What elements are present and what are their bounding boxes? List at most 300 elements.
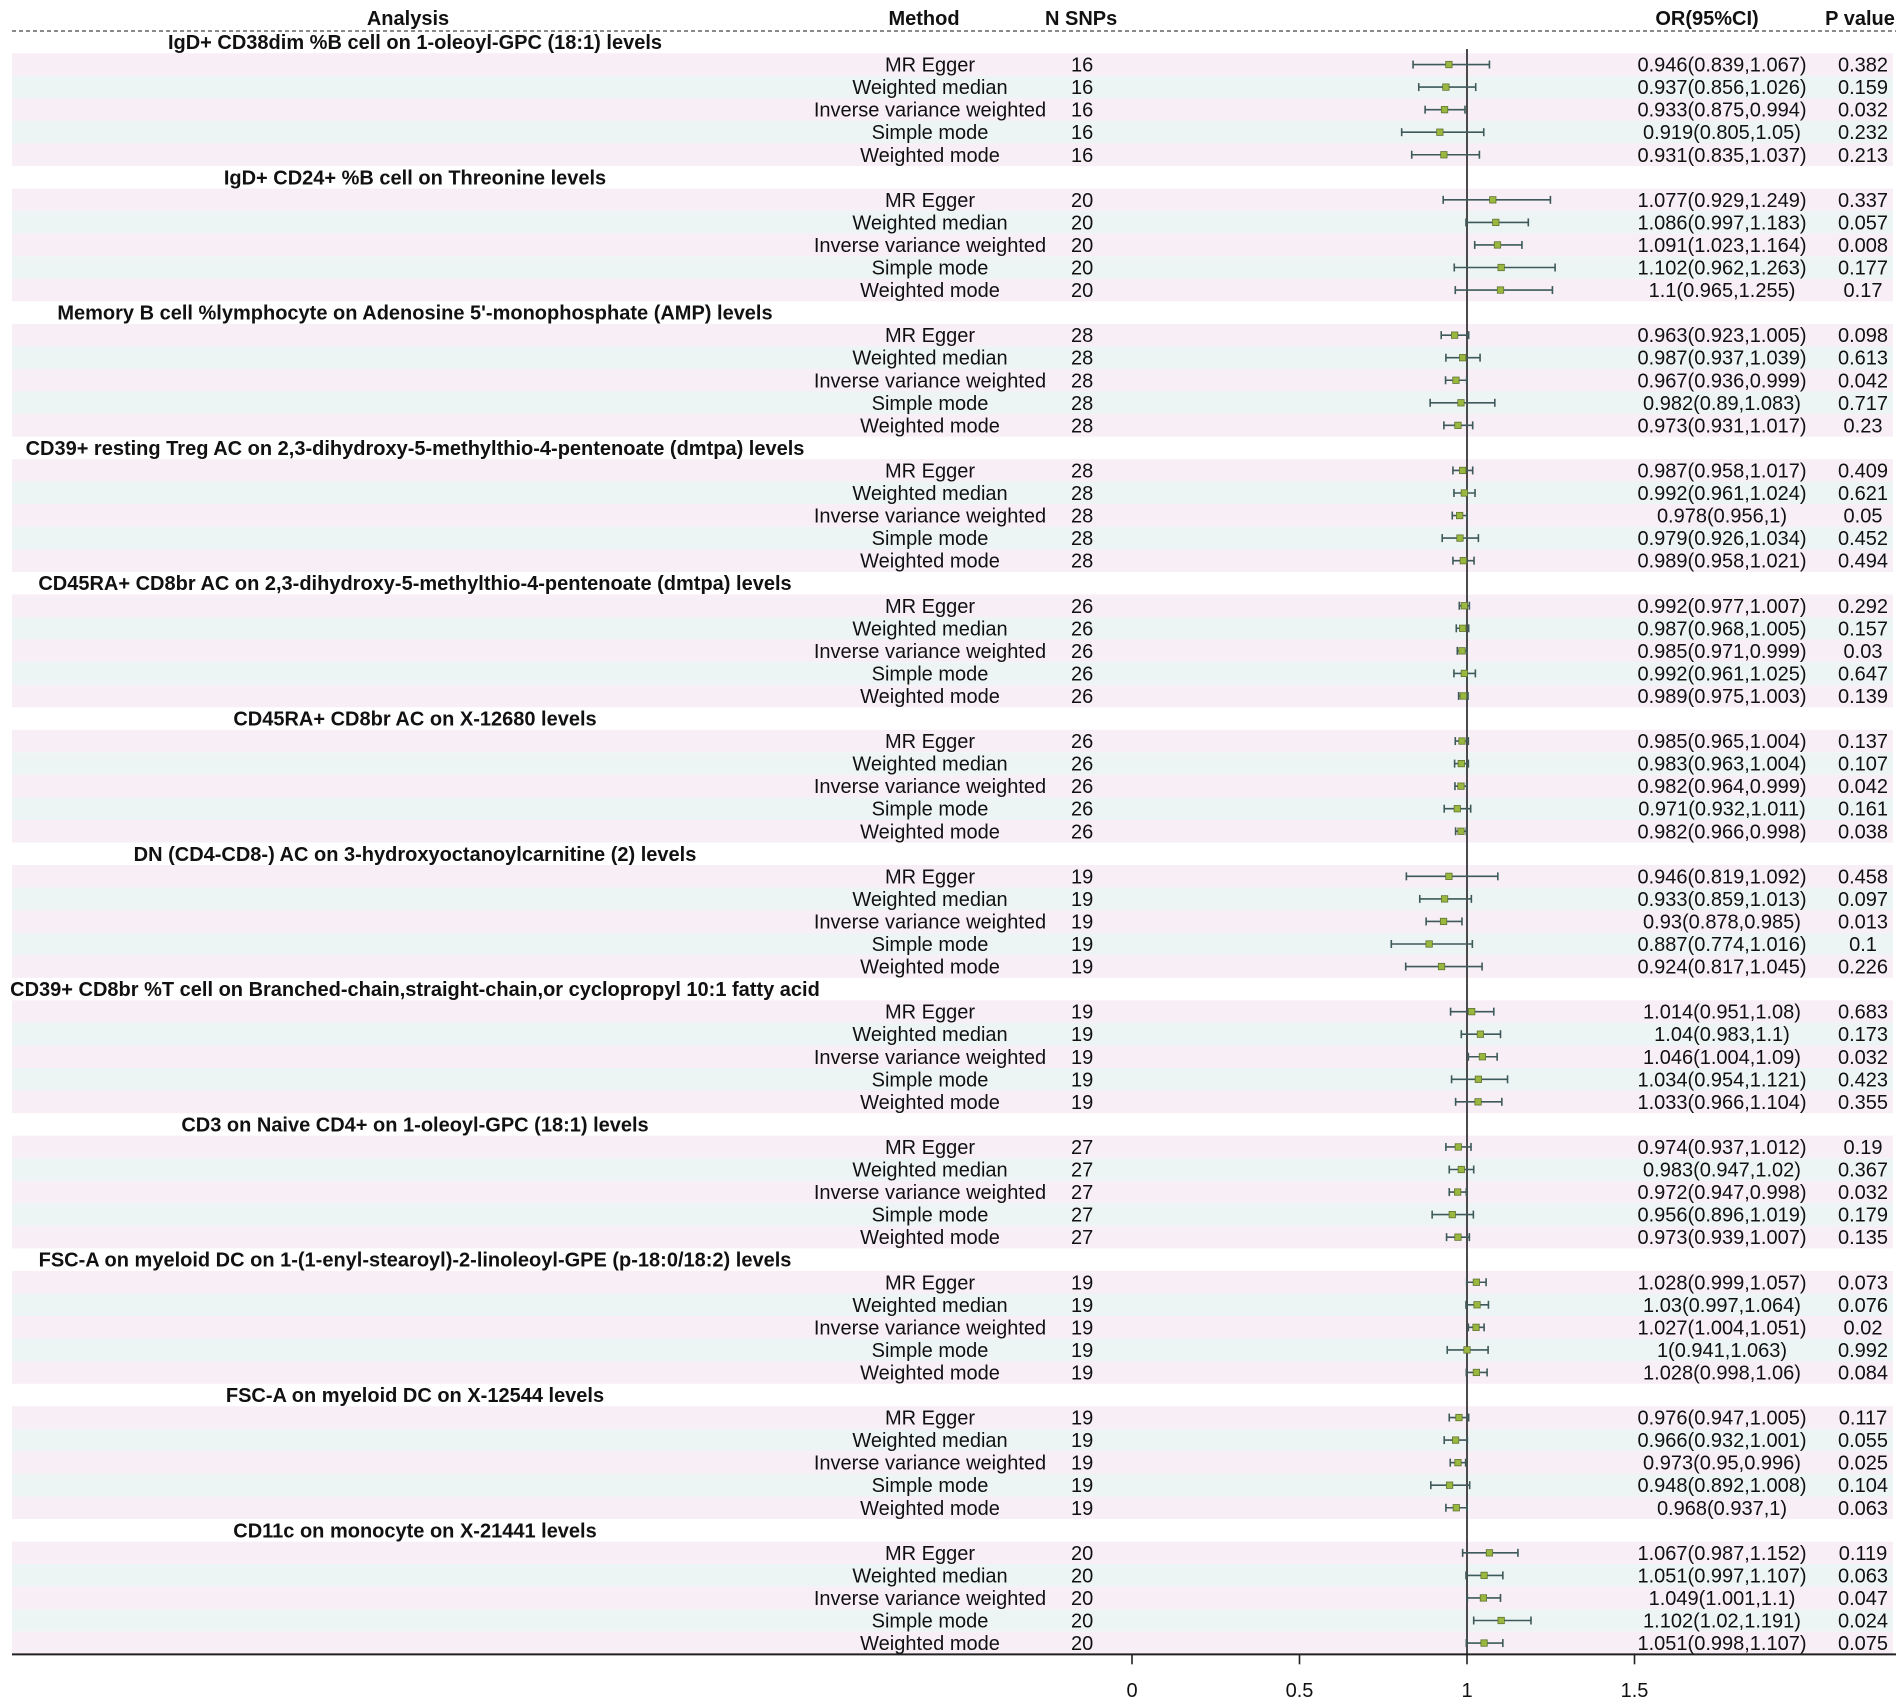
or-ci-value: 1.027(1.004,1.051) (1637, 1317, 1807, 1340)
analysis-title: IgD+ CD24+ %B cell on Threonine levels (223, 167, 607, 190)
p-value: 0.157 (1837, 618, 1889, 641)
method-label: Simple mode (871, 528, 989, 551)
n-snps-value: 26 (1071, 663, 1094, 686)
method-label: Inverse variance weighted (813, 1588, 1047, 1610)
method-label: MR Egger (884, 731, 976, 754)
or-point (1458, 400, 1464, 406)
or-ci-value: 0.972(0.947,0.998) (1637, 1182, 1807, 1204)
p-value: 0.063 (1837, 1497, 1889, 1520)
or-ci-value: 1.102(0.962,1.263) (1637, 257, 1807, 280)
n-snps-value: 19 (1071, 1091, 1094, 1114)
n-snps-value: 27 (1071, 1227, 1094, 1250)
method-label: MR Egger (884, 460, 976, 483)
or-ci-value: 0.979(0.926,1.034) (1637, 528, 1807, 551)
x-tick-label: 0.5 (1285, 1680, 1314, 1702)
method-label: Weighted median (852, 212, 1008, 235)
method-label: Weighted mode (860, 821, 1000, 844)
or-point (1477, 1031, 1483, 1037)
n-snps-value: 28 (1071, 483, 1094, 505)
or-point (1441, 106, 1447, 112)
method-label: Simple mode (871, 663, 989, 686)
p-value: 0.055 (1837, 1430, 1889, 1453)
p-value: 0.135 (1837, 1227, 1889, 1250)
n-snps-value: 26 (1071, 821, 1094, 844)
or-point (1455, 422, 1461, 428)
or-point (1441, 152, 1447, 158)
p-value: 0.367 (1837, 1159, 1889, 1182)
or-ci-value: 0.976(0.947,1.005) (1637, 1407, 1807, 1430)
or-ci-value: 1.091(1.023,1.164) (1637, 235, 1807, 257)
header-analysis: Analysis (366, 8, 450, 30)
analysis-title: CD11c on monocyte on X-21441 levels (233, 1520, 597, 1543)
or-point (1426, 941, 1432, 947)
method-label: Weighted mode (860, 1497, 1000, 1520)
or-point (1455, 1459, 1461, 1465)
n-snps-value: 28 (1071, 370, 1094, 393)
method-label: Weighted median (852, 77, 1008, 100)
n-snps-value: 20 (1071, 1588, 1094, 1610)
or-ci-value: 0.983(0.947,1.02) (1643, 1159, 1801, 1182)
or-ci-value: 1.04(0.983,1.1) (1654, 1024, 1790, 1047)
method-label: MR Egger (884, 1272, 976, 1295)
n-snps-value: 19 (1071, 1452, 1094, 1475)
or-point (1490, 197, 1496, 203)
or-point (1460, 557, 1466, 563)
method-label: Weighted mode (860, 956, 1000, 979)
or-point (1498, 1617, 1504, 1623)
table-header (367, 8, 1895, 30)
n-snps-value: 16 (1071, 77, 1094, 100)
p-value: 0.03 (1843, 640, 1883, 663)
p-value: 0.409 (1837, 460, 1889, 483)
n-snps-value: 19 (1071, 956, 1094, 979)
n-snps-value: 27 (1071, 1204, 1094, 1227)
n-snps-value: 28 (1071, 505, 1094, 528)
or-ci-value: 0.982(0.89,1.083) (1643, 392, 1801, 415)
n-snps-value: 28 (1071, 460, 1094, 483)
method-label: Simple mode (871, 1475, 989, 1498)
method-label: Simple mode (871, 1610, 989, 1633)
or-ci-value: 0.946(0.819,1.092) (1637, 866, 1807, 889)
n-snps-value: 16 (1071, 99, 1094, 122)
n-snps-value: 20 (1071, 1610, 1094, 1633)
n-snps-value: 28 (1071, 347, 1094, 370)
method-label: Weighted mode (860, 1362, 1000, 1385)
or-ci-value: 0.973(0.939,1.007) (1637, 1227, 1807, 1250)
p-value: 0.226 (1837, 956, 1889, 979)
p-value: 0.173 (1837, 1024, 1889, 1047)
or-point (1459, 738, 1465, 744)
analysis-title: DN (CD4-CD8-) AC on 3-hydroxyoctanoylcarnitine (2) levels (133, 843, 697, 866)
or-ci-value: 0.933(0.859,1.013) (1637, 888, 1807, 911)
method-label: MR Egger (884, 866, 976, 889)
method-label: Simple mode (871, 798, 989, 821)
or-point (1446, 873, 1452, 879)
n-snps-value: 19 (1071, 1497, 1094, 1520)
method-label: Simple mode (871, 1339, 989, 1362)
or-ci-value: 1.049(1.001,1.1) (1648, 1588, 1796, 1610)
or-ci-value: 0.948(0.892,1.008) (1637, 1475, 1807, 1498)
or-point (1461, 490, 1467, 496)
n-snps-value: 26 (1071, 640, 1094, 663)
or-point (1458, 828, 1464, 834)
or-ci-value: 1.014(0.951,1.08) (1643, 1001, 1801, 1024)
p-value: 0.117 (1838, 1407, 1888, 1430)
or-ci-value: 1.051(0.997,1.107) (1637, 1565, 1807, 1588)
or-ci-value: 1.034(0.954,1.121) (1637, 1069, 1807, 1092)
n-snps-value: 19 (1071, 888, 1094, 911)
n-snps-value: 16 (1071, 122, 1094, 145)
method-label: Weighted mode (860, 1227, 1000, 1250)
method-label: Weighted median (852, 1294, 1008, 1317)
or-point (1475, 1076, 1481, 1082)
or-ci-value: 1.028(0.999,1.057) (1637, 1272, 1807, 1295)
p-value: 0.292 (1837, 595, 1889, 618)
analysis-title: CD39+ CD8br %T cell on Branched-chain,straight-chain,or cyclopropyl 10:1 fatty acid (10, 979, 820, 1002)
or-point (1474, 1302, 1480, 1308)
method-label: Inverse variance weighted (813, 99, 1047, 122)
or-point (1493, 219, 1499, 225)
p-value: 0.057 (1837, 212, 1889, 235)
p-value: 0.104 (1837, 1475, 1889, 1498)
p-value: 0.452 (1837, 528, 1889, 551)
n-snps-value: 19 (1071, 1475, 1094, 1498)
n-snps-value: 27 (1071, 1159, 1094, 1182)
or-ci-value: 1.051(0.998,1.107) (1637, 1633, 1807, 1655)
or-ci-value: 1.067(0.987,1.152) (1637, 1542, 1807, 1565)
or-point (1481, 1640, 1487, 1646)
n-snps-value: 19 (1071, 1430, 1094, 1453)
method-label: Simple mode (871, 392, 989, 415)
n-snps-value: 19 (1071, 1001, 1094, 1024)
or-point (1459, 467, 1465, 473)
or-point (1479, 1054, 1485, 1060)
p-value: 0.025 (1837, 1452, 1889, 1475)
method-label: Weighted mode (860, 415, 1000, 438)
n-snps-value: 20 (1071, 235, 1094, 257)
or-ci-value: 0.973(0.95,0.996) (1643, 1452, 1801, 1475)
n-snps-value: 19 (1071, 1339, 1094, 1362)
n-snps-value: 28 (1071, 392, 1094, 415)
n-snps-value: 26 (1071, 595, 1094, 618)
p-value: 0.098 (1837, 325, 1889, 348)
p-value: 0.024 (1837, 1610, 1889, 1633)
method-label: Weighted median (852, 347, 1008, 370)
method-label: Inverse variance weighted (813, 640, 1047, 663)
header-or-ci: OR(95%CI) (1655, 8, 1759, 30)
or-point (1443, 84, 1449, 90)
or-point (1486, 1550, 1492, 1556)
n-snps-value: 19 (1071, 911, 1094, 934)
or-point (1461, 670, 1467, 676)
n-snps-value: 28 (1071, 325, 1094, 348)
or-point (1460, 693, 1466, 699)
analysis-title: FSC-A on myeloid DC on X-12544 levels (225, 1385, 605, 1407)
p-value: 0.159 (1837, 77, 1889, 100)
method-label: MR Egger (884, 1001, 976, 1024)
or-ci-value: 0.968(0.937,1) (1656, 1497, 1788, 1520)
p-value: 0.137 (1837, 731, 1889, 754)
analysis-title: FSC-A on myeloid DC on 1-(1-enyl-stearoyl)-2-linoleoyl-GPE (p-18:0/18:2) levels (38, 1249, 792, 1272)
n-snps-value: 26 (1071, 753, 1094, 776)
or-ci-value: 0.919(0.805,1.05) (1643, 122, 1801, 145)
analysis-title: CD3 on Naive CD4+ on 1-oleoyl-GPC (18:1) levels (181, 1114, 649, 1137)
or-point (1461, 603, 1467, 609)
or-ci-value: 0.985(0.971,0.999) (1637, 640, 1807, 663)
p-value: 0.097 (1837, 888, 1889, 911)
or-point (1459, 648, 1465, 654)
method-label: Weighted median (852, 618, 1008, 641)
x-tick-label: 1 (1461, 1680, 1473, 1702)
p-value: 0.19 (1843, 1137, 1883, 1159)
n-snps-value: 19 (1071, 1024, 1094, 1047)
x-axis (12, 1654, 1896, 1702)
or-ci-value: 1.1(0.965,1.255) (1648, 280, 1796, 303)
or-point (1473, 1279, 1479, 1285)
or-ci-value: 0.992(0.961,1.025) (1637, 663, 1807, 686)
or-point (1497, 287, 1503, 293)
or-point (1494, 242, 1500, 248)
or-ci-value: 1.03(0.997,1.064) (1643, 1294, 1801, 1317)
method-label: MR Egger (884, 595, 976, 618)
x-tick-label: 1.5 (1620, 1680, 1649, 1702)
method-label: MR Egger (884, 54, 976, 77)
method-label: Weighted mode (860, 550, 1000, 573)
or-point (1438, 963, 1444, 969)
p-value: 0.05 (1843, 505, 1883, 528)
or-point (1440, 918, 1446, 924)
p-value: 0.355 (1837, 1091, 1889, 1114)
n-snps-value: 20 (1071, 212, 1094, 235)
or-ci-value: 0.933(0.875,0.994) (1637, 99, 1807, 122)
or-point (1473, 1324, 1479, 1330)
p-value: 0.084 (1837, 1362, 1889, 1385)
method-label: Inverse variance weighted (813, 1046, 1047, 1069)
n-snps-value: 26 (1071, 731, 1094, 754)
or-ci-value: 0.956(0.896,1.019) (1637, 1204, 1807, 1227)
or-point (1453, 1505, 1459, 1511)
analysis-title: IgD+ CD38dim %B cell on 1-oleoyl-GPC (18:1) levels (167, 32, 663, 54)
or-point (1454, 1189, 1460, 1195)
method-label: Weighted mode (860, 1633, 1000, 1655)
p-value: 0.232 (1837, 122, 1889, 145)
p-value: 0.139 (1837, 686, 1889, 708)
or-point (1454, 806, 1460, 812)
n-snps-value: 20 (1071, 257, 1094, 280)
method-label: Weighted mode (860, 144, 1000, 167)
p-value: 0.073 (1837, 1272, 1889, 1295)
or-ci-value: 1.077(0.929,1.249) (1637, 189, 1807, 212)
p-value: 0.013 (1837, 911, 1889, 934)
p-value: 0.613 (1837, 347, 1889, 370)
or-point (1498, 264, 1504, 270)
header-method: Method (888, 8, 960, 30)
n-snps-value: 20 (1071, 189, 1094, 212)
p-value: 0.621 (1837, 483, 1889, 505)
p-value: 0.23 (1843, 415, 1883, 438)
or-ci-value: 0.966(0.932,1.001) (1637, 1430, 1807, 1453)
or-ci-value: 0.983(0.963,1.004) (1637, 753, 1807, 776)
or-ci-value: 0.974(0.937,1.012) (1637, 1137, 1807, 1159)
or-point (1452, 1437, 1458, 1443)
n-snps-value: 26 (1071, 798, 1094, 821)
method-label: Inverse variance weighted (813, 1452, 1047, 1475)
method-label: Inverse variance weighted (813, 370, 1047, 393)
p-value: 0.382 (1837, 54, 1889, 77)
or-ci-value: 0.987(0.958,1.017) (1637, 460, 1807, 483)
n-snps-value: 28 (1071, 550, 1094, 573)
p-value: 0.337 (1837, 189, 1889, 212)
or-ci-value: 1.102(1.02,1.191) (1643, 1610, 1801, 1633)
n-snps-value: 19 (1071, 1317, 1094, 1340)
p-value: 0.042 (1837, 776, 1889, 799)
method-label: Inverse variance weighted (813, 505, 1047, 528)
or-point (1480, 1595, 1486, 1601)
or-ci-value: 1.086(0.997,1.183) (1637, 212, 1807, 235)
or-point (1481, 1572, 1487, 1578)
forest-row-mark (1459, 602, 1469, 610)
method-label: Simple mode (871, 257, 989, 280)
n-snps-value: 19 (1071, 1407, 1094, 1430)
or-ci-value: 0.973(0.931,1.017) (1637, 415, 1807, 438)
or-point (1446, 61, 1452, 67)
p-value: 0.494 (1837, 550, 1889, 573)
or-ci-value: 0.887(0.774,1.016) (1637, 934, 1807, 956)
or-ci-value: 1.033(0.966,1.104) (1637, 1091, 1807, 1114)
n-snps-value: 20 (1071, 1565, 1094, 1588)
method-label: Simple mode (871, 934, 989, 956)
or-ci-value: 1.028(0.998,1.06) (1643, 1362, 1801, 1385)
or-ci-value: 0.987(0.937,1.039) (1637, 347, 1807, 370)
or-ci-value: 0.946(0.839,1.067) (1637, 54, 1807, 77)
method-label: Weighted median (852, 1430, 1008, 1453)
method-label: Inverse variance weighted (813, 1317, 1047, 1340)
header-n-snps: N SNPs (1045, 8, 1118, 30)
or-point (1437, 129, 1443, 135)
n-snps-value: 19 (1071, 1294, 1094, 1317)
or-ci-value: 0.937(0.856,1.026) (1637, 77, 1807, 100)
or-ci-value: 0.982(0.964,0.999) (1637, 776, 1807, 799)
x-tick-label: 0 (1126, 1680, 1138, 1702)
or-point (1458, 760, 1464, 766)
or-point (1473, 1369, 1479, 1375)
method-label: Simple mode (871, 1204, 989, 1227)
n-snps-value: 26 (1071, 618, 1094, 641)
n-snps-value: 19 (1071, 1069, 1094, 1092)
n-snps-value: 28 (1071, 415, 1094, 438)
or-ci-value: 1(0.941,1.063) (1656, 1339, 1788, 1362)
method-label: Weighted median (852, 753, 1008, 776)
analysis-title: CD39+ resting Treg AC on 2,3-dihydroxy-5-methylthio-4-pentenoate (dmtpa) levels (25, 437, 805, 460)
method-label: Weighted median (852, 1159, 1008, 1182)
method-label: Inverse variance weighted (813, 235, 1047, 257)
n-snps-value: 19 (1071, 866, 1094, 889)
n-snps-value: 19 (1071, 1362, 1094, 1385)
method-label: Weighted mode (860, 686, 1000, 708)
p-value: 0.119 (1838, 1542, 1888, 1565)
or-ci-value: 0.992(0.977,1.007) (1637, 595, 1807, 618)
method-label: Simple mode (871, 1069, 989, 1092)
n-snps-value: 20 (1071, 280, 1094, 303)
or-ci-value: 0.971(0.932,1.011) (1638, 798, 1806, 821)
analysis-title: Memory B cell %lymphocyte on Adenosine 5'-monophosphate (AMP) levels (57, 302, 773, 325)
p-value: 0.717 (1837, 392, 1889, 415)
or-point (1456, 1414, 1462, 1420)
method-label: Weighted mode (860, 1091, 1000, 1114)
or-point (1457, 535, 1463, 541)
forest-row-mark (1459, 692, 1468, 700)
header-p-value: P value (1825, 8, 1895, 30)
analysis-title: CD45RA+ CD8br AC on X-12680 levels (233, 708, 597, 731)
n-snps-value: 26 (1071, 686, 1094, 708)
method-label: MR Egger (884, 1137, 976, 1159)
p-value: 0.177 (1837, 257, 1889, 280)
or-point (1464, 1347, 1470, 1353)
n-snps-value: 16 (1071, 144, 1094, 167)
n-snps-value: 27 (1071, 1182, 1094, 1204)
method-label: MR Egger (884, 189, 976, 212)
or-ci-value: 0.967(0.936,0.999) (1637, 370, 1807, 393)
or-point (1455, 1144, 1461, 1150)
or-ci-value: 0.989(0.975,1.003) (1637, 686, 1807, 708)
n-snps-value: 19 (1071, 934, 1094, 956)
or-point (1451, 332, 1457, 338)
or-ci-value: 0.985(0.965,1.004) (1637, 731, 1807, 754)
or-ci-value: 0.963(0.923,1.005) (1637, 325, 1807, 348)
p-value: 0.047 (1837, 1588, 1889, 1610)
or-ci-value: 0.989(0.958,1.021) (1637, 550, 1807, 573)
p-value: 0.075 (1837, 1633, 1889, 1655)
or-ci-value: 0.982(0.966,0.998) (1637, 821, 1807, 844)
n-snps-value: 27 (1071, 1137, 1094, 1159)
or-point (1468, 1008, 1474, 1014)
n-snps-value: 28 (1071, 528, 1094, 551)
p-value: 0.423 (1837, 1069, 1889, 1092)
method-label: Weighted mode (860, 280, 1000, 303)
p-value: 0.458 (1837, 866, 1889, 889)
method-label: Inverse variance weighted (813, 911, 1047, 934)
or-ci-value: 0.987(0.968,1.005) (1637, 618, 1807, 641)
method-label: Weighted median (852, 1024, 1008, 1047)
p-value: 0.161 (1837, 798, 1889, 821)
forest-row-mark (1457, 647, 1466, 655)
or-point (1449, 1211, 1455, 1217)
method-label: Inverse variance weighted (813, 776, 1047, 799)
or-point (1459, 355, 1465, 361)
n-snps-value: 20 (1071, 1633, 1094, 1655)
p-value: 0.683 (1837, 1001, 1889, 1024)
p-value: 0.213 (1837, 144, 1889, 167)
n-snps-value: 19 (1071, 1046, 1094, 1069)
n-snps-value: 19 (1071, 1272, 1094, 1295)
or-point (1458, 1166, 1464, 1172)
or-point (1456, 512, 1462, 518)
p-value: 0.992 (1837, 1339, 1889, 1362)
method-label: Weighted median (852, 483, 1008, 505)
method-label: Weighted median (852, 888, 1008, 911)
or-ci-value: 0.978(0.956,1) (1656, 505, 1788, 528)
method-label: Weighted median (852, 1565, 1008, 1588)
p-value: 0.032 (1837, 1046, 1889, 1069)
p-value: 0.17 (1843, 280, 1883, 303)
method-label: Simple mode (871, 122, 989, 145)
p-value: 0.1 (1849, 934, 1877, 956)
p-value: 0.076 (1837, 1294, 1889, 1317)
p-value: 0.02 (1843, 1317, 1883, 1340)
p-value: 0.032 (1837, 1182, 1889, 1204)
p-value: 0.179 (1837, 1204, 1889, 1227)
or-point (1441, 896, 1447, 902)
